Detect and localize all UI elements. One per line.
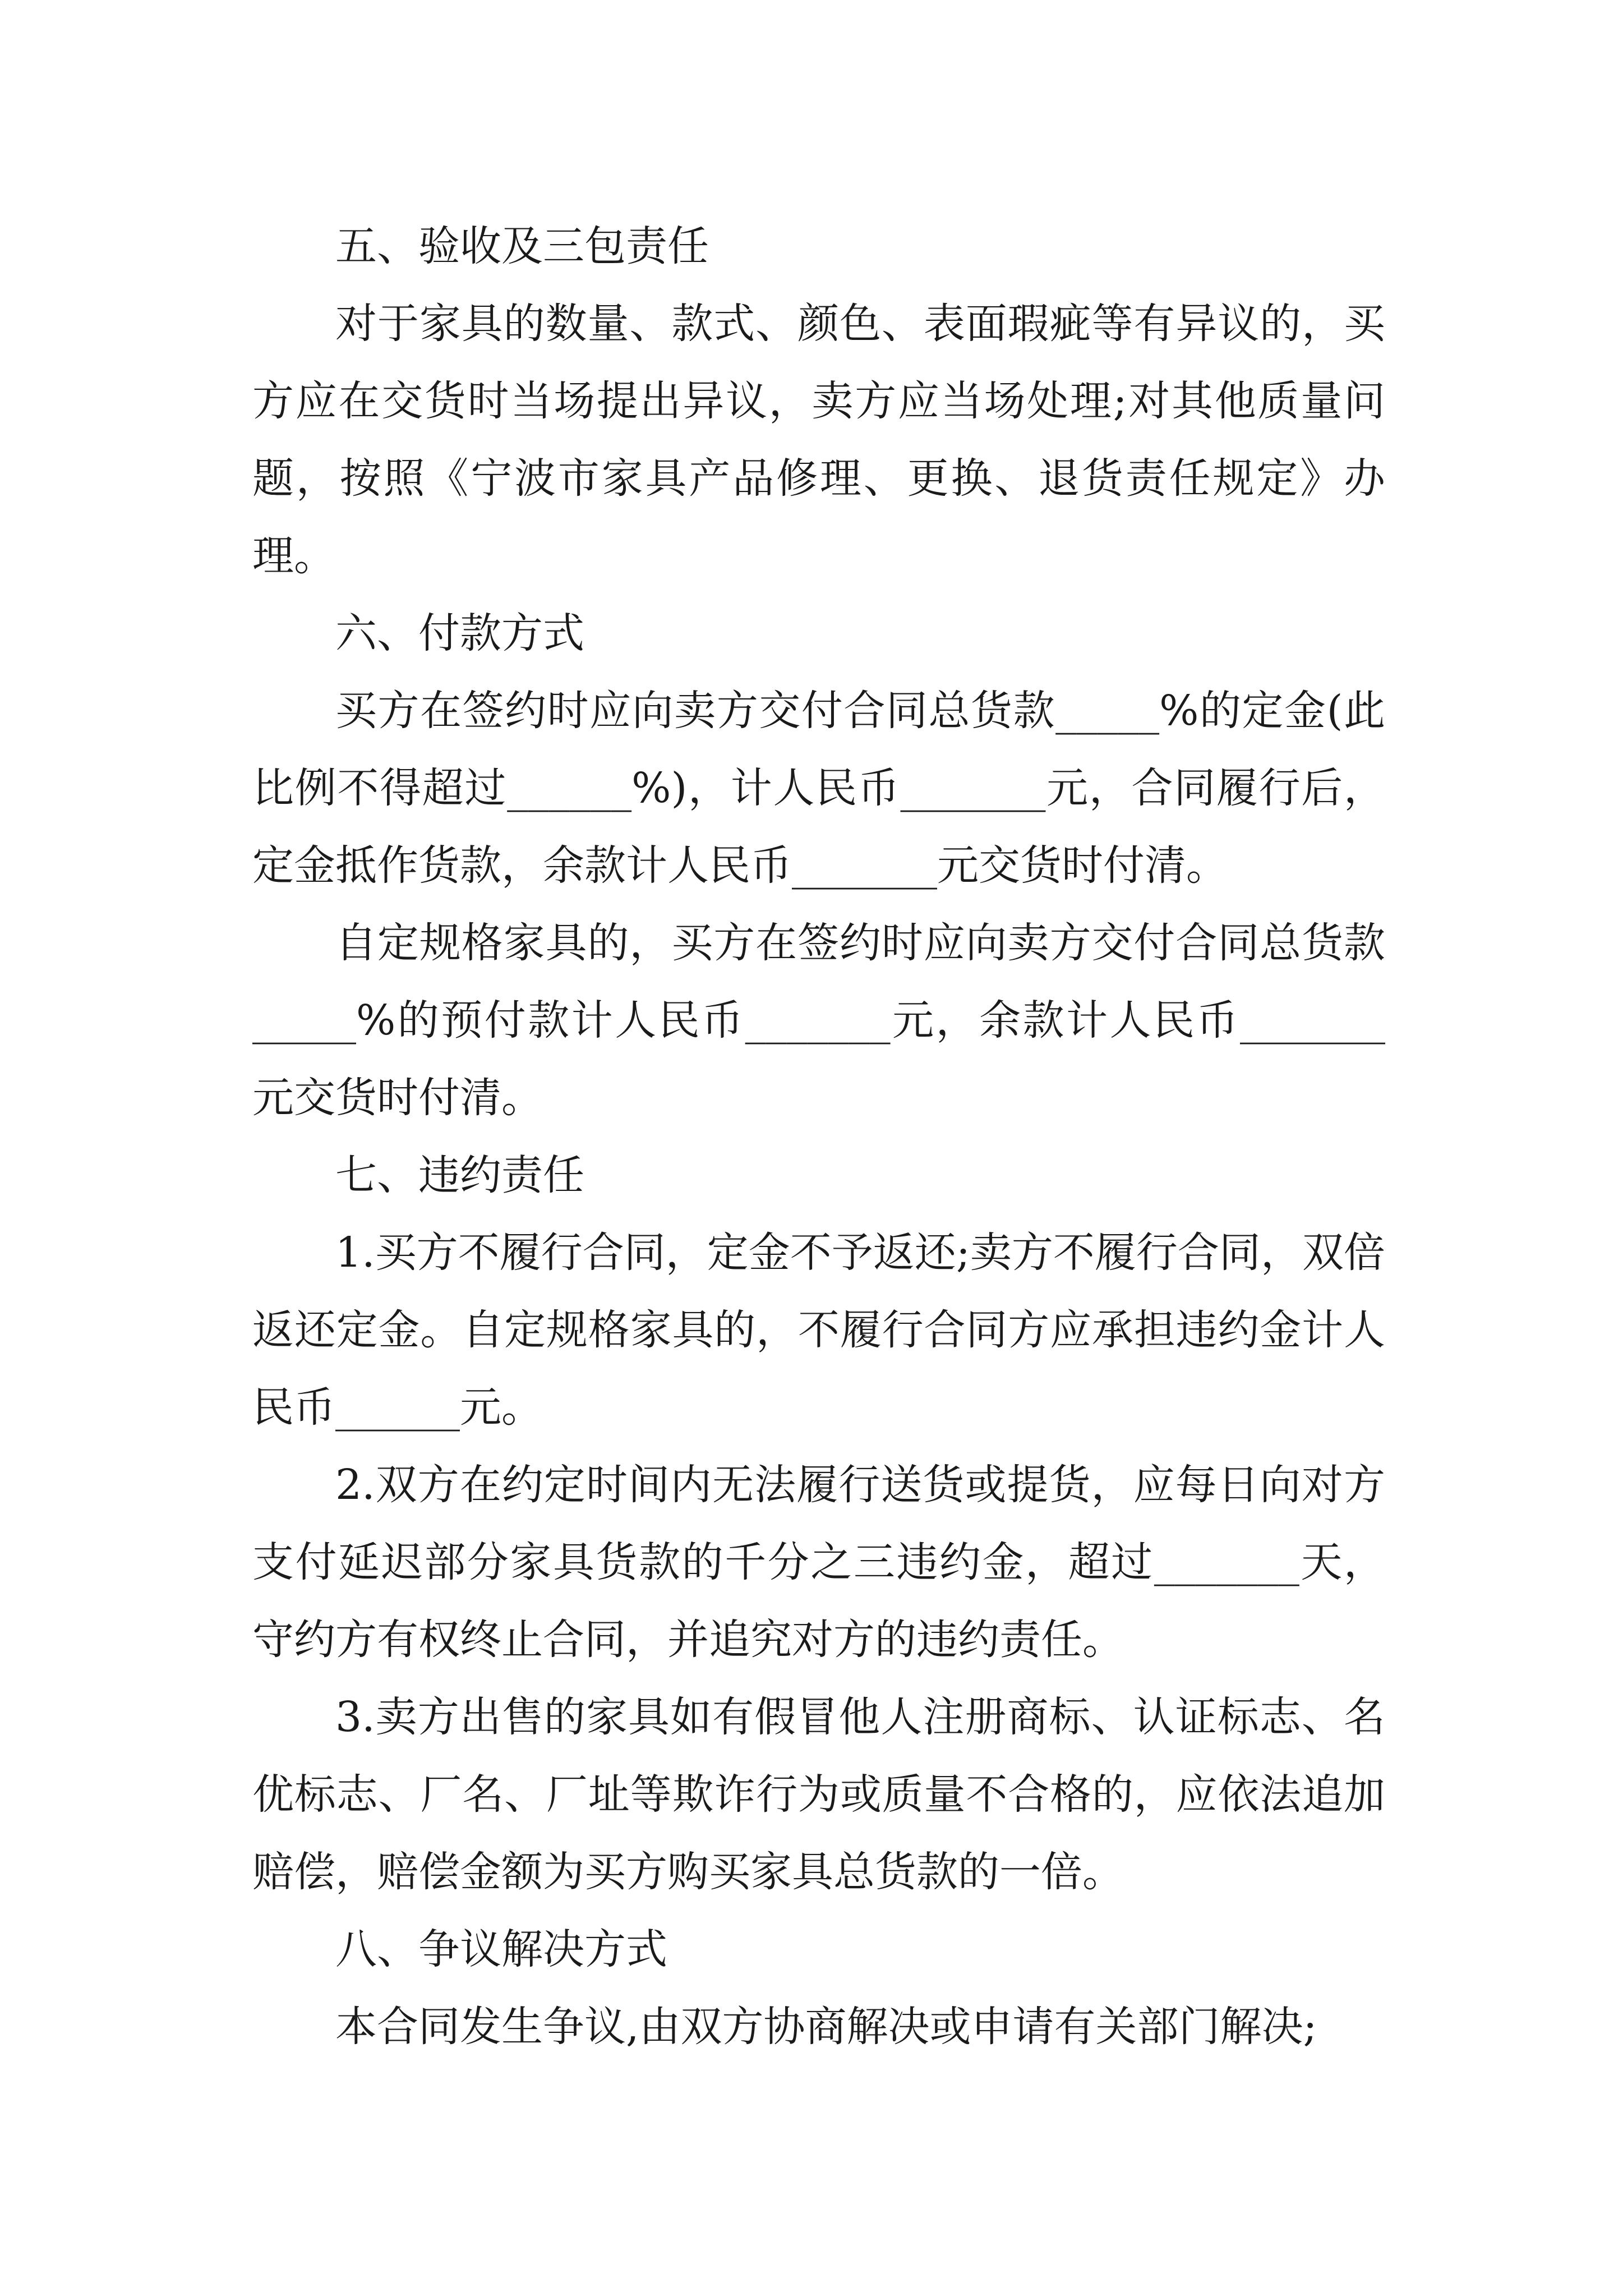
paragraph-liability-1: 1.买方不履行合同，定金不予返还;卖方不履行合同，双倍返还定金。自定规格家具的，不履行合同方应承担违约金计人民币______元。: [252, 1228, 1385, 1432]
paragraph-dispute: 本合同发生争议,由双方协商解决或申请有关部门解决;: [335, 2003, 1317, 2051]
contract-body: [252, 208, 1385, 2065]
section-heading-liability: 七、违约责任: [335, 1151, 584, 1199]
paragraph-acceptance: 对于家具的数量、款式、颜色、表面瑕疵等有异议的，买方应在交货时当场提出异议，卖方应当场处理;对其他质量问题，按照《宁波市家具产品修理、更换、退货责任规定》办理。: [252, 300, 1385, 580]
paragraph-liability-2: 2.双方在约定时间内无法履行送货或提货，应每日向对方支付延迟部分家具货款的千分之三违约金，超过_______天，守约方有权终止合同，并追究对方的违约责任。: [252, 1461, 1385, 1664]
section-heading-payment: 六、付款方式: [335, 609, 584, 657]
section-heading-dispute: 八、争议解决方式: [335, 1925, 667, 1973]
paragraph-custom-prepayment: 自定规格家具的，买方在签约时应向卖方交付合同总货款_____%的预付款计人民币_______元，余款计人民币_______元交货时付清。: [252, 919, 1385, 1122]
paragraph-deposit: 买方在签约时应向卖方交付合同总货款_____%的定金(此比例不得超过______%)，计人民币_______元，合同履行后，定金抵作货款，余款计人民币_______元交货时付清。: [252, 687, 1385, 890]
paragraph-liability-3: 3.卖方出售的家具如有假冒他人注册商标、认证标志、名优标志、厂名、厂址等欺诈行为或质量不合格的，应依法追加赔偿，赔偿金额为买方购买家具总货款的一倍。: [252, 1693, 1385, 1896]
section-heading-acceptance: 五、验收及三包责任: [335, 222, 709, 270]
